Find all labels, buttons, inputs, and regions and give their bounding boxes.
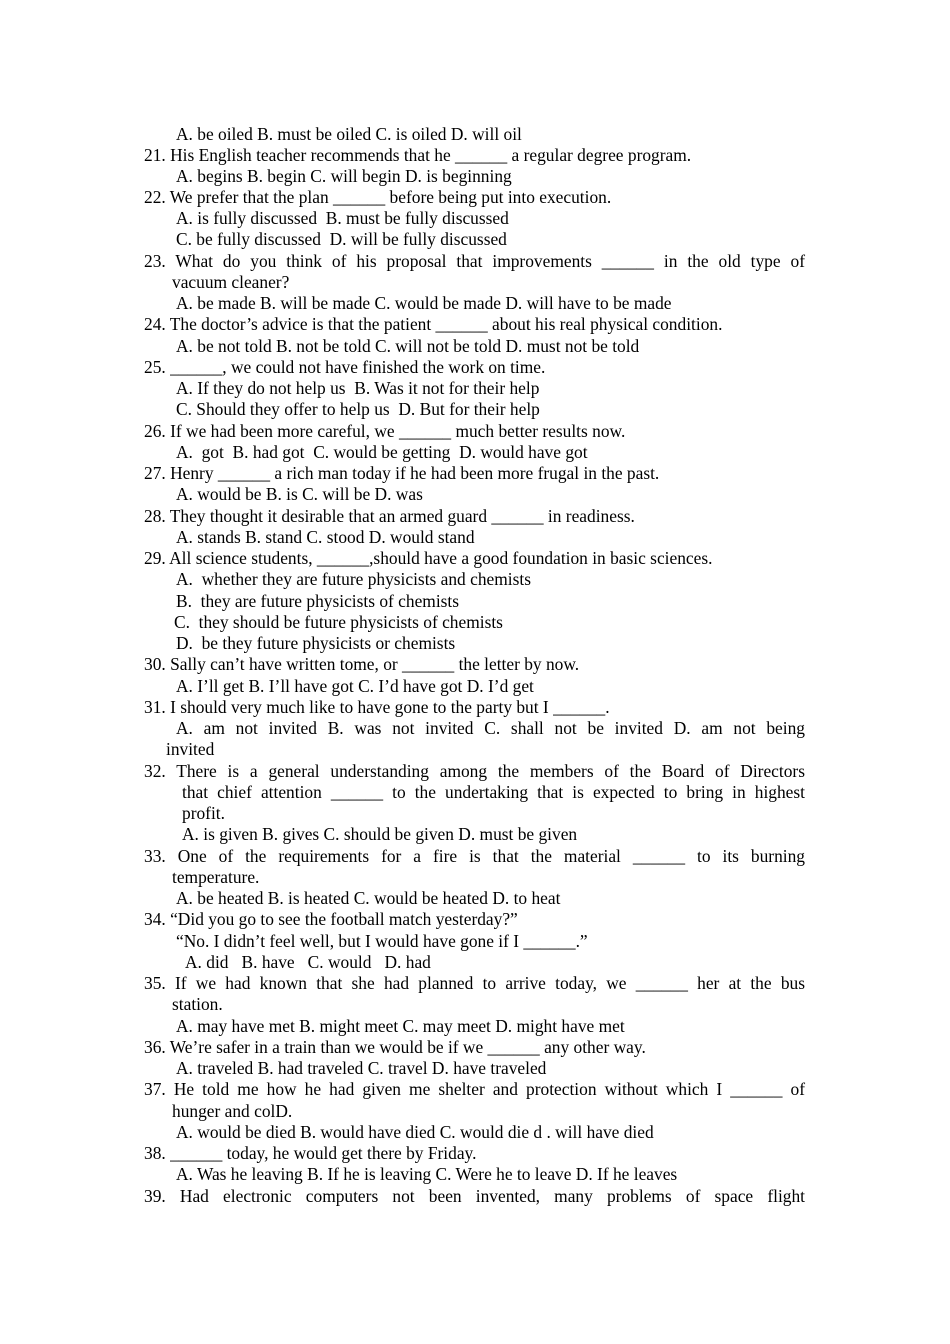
text-line: C. they should be future physicists of chemists xyxy=(174,612,503,632)
question-21: 21. His English teacher recommends that he ______ a regular degree program. xyxy=(144,145,692,165)
question-37: 37. He told me how he had given me shelter and protection without which I ______ of xyxy=(144,1079,805,1099)
question-34: 34. “Did you go to see the football match yesterday?” xyxy=(144,909,518,929)
question-30: 30. Sally can’t have written tome, or ______ the letter by now. xyxy=(144,654,580,674)
text-line: A. be not told B. not be told C. will not be told D. must not be told xyxy=(176,336,640,356)
text-line: invited xyxy=(166,739,215,759)
question-35: 35. If we had known that she had planned to arrive today, we ______ her at the bus xyxy=(144,973,805,993)
question-31: 31. I should very much like to have gone to the party but I ______. xyxy=(144,697,610,717)
text-line: A. Was he leaving B. If he is leaving C. Were he to leave D. If he leaves xyxy=(176,1164,678,1184)
question-36: 36. We’re safer in a train than we would be if we ______ any other way. xyxy=(144,1037,646,1057)
text-line: station. xyxy=(172,994,223,1014)
text-line: A. may have met B. might meet C. may meet D. might have met xyxy=(176,1016,625,1036)
text-line: A. be heated B. is heated C. would be heated D. to heat xyxy=(176,888,561,908)
text-line: “No. I didn’t feel well, but I would have gone if I ______.” xyxy=(176,931,588,951)
question-22: 22. We prefer that the plan ______ before being put into execution. xyxy=(144,187,612,207)
text-line: A. If they do not help us B. Was it not for their help xyxy=(176,378,540,398)
text-line: C. be fully discussed D. will be fully discussed xyxy=(176,229,507,249)
text-line: temperature. xyxy=(172,867,260,887)
question-33: 33. One of the requirements for a fire is that the material ______ to its burning xyxy=(144,846,805,866)
text-line: A. be oiled B. must be oiled C. is oiled D. will oil xyxy=(176,124,522,144)
text-line: that chief attention ______ to the undertaking that is expected to bring in highest xyxy=(182,782,805,802)
question-39: 39. Had electronic computers not been invented, many problems of space flight xyxy=(144,1186,805,1206)
text-line: A. whether they are future physicists and chemists xyxy=(176,569,531,589)
text-line: A. would be B. is C. will be D. was xyxy=(176,484,423,504)
text-line: A. is fully discussed B. must be fully discussed xyxy=(176,208,509,228)
text-line: A. is given B. gives C. should be given D. must be given xyxy=(182,824,578,844)
text-line: hunger and colD. xyxy=(172,1101,293,1121)
text-line: A. got B. had got C. would be getting D. would have got xyxy=(176,442,588,462)
question-27: 27. Henry ______ a rich man today if he had been more frugal in the past. xyxy=(144,463,660,483)
question-25: 25. ______, we could not have finished the work on time. xyxy=(144,357,546,377)
text-line: D. be they future physicists or chemists xyxy=(176,633,456,653)
text-line: A. am not invited B. was not invited C. shall not be invited D. am not being xyxy=(176,718,805,738)
question-38: 38. ______ today, he would get there by Friday. xyxy=(144,1143,477,1163)
text-line: A. begins B. begin C. will begin D. is beginning xyxy=(176,166,512,186)
text-line: A. I’ll get B. I’ll have got C. I’d have got D. I’d get xyxy=(176,676,534,696)
text-line: C. Should they offer to help us D. But for their help xyxy=(176,399,540,419)
question-28: 28. They thought it desirable that an armed guard ______ in readiness. xyxy=(144,506,635,526)
text-line: B. they are future physicists of chemists xyxy=(176,591,460,611)
text-line: A. be made B. will be made C. would be made D. will have to be made xyxy=(176,293,672,313)
question-23: 23. What do you think of his proposal that improvements ______ in the old type of xyxy=(144,251,805,271)
text-line: A. traveled B. had traveled C. travel D. have traveled xyxy=(176,1058,547,1078)
question-32: 32. There is a general understanding among the members of the Board of Directors xyxy=(144,761,805,781)
question-29: 29. All science students, ______,should have a good foundation in basic sciences. xyxy=(144,548,713,568)
text-line: A. stands B. stand C. stood D. would stand xyxy=(176,527,475,547)
text-line: A. would be died B. would have died C. would die d . will have died xyxy=(176,1122,654,1142)
question-24: 24. The doctor’s advice is that the patient ______ about his real physical condition. xyxy=(144,314,723,334)
text-line: vacuum cleaner? xyxy=(172,272,290,292)
question-26: 26. If we had been more careful, we ______ much better results now. xyxy=(144,421,626,441)
text-line: profit. xyxy=(182,803,225,823)
text-line: A. did B. have C. would D. had xyxy=(185,952,431,972)
